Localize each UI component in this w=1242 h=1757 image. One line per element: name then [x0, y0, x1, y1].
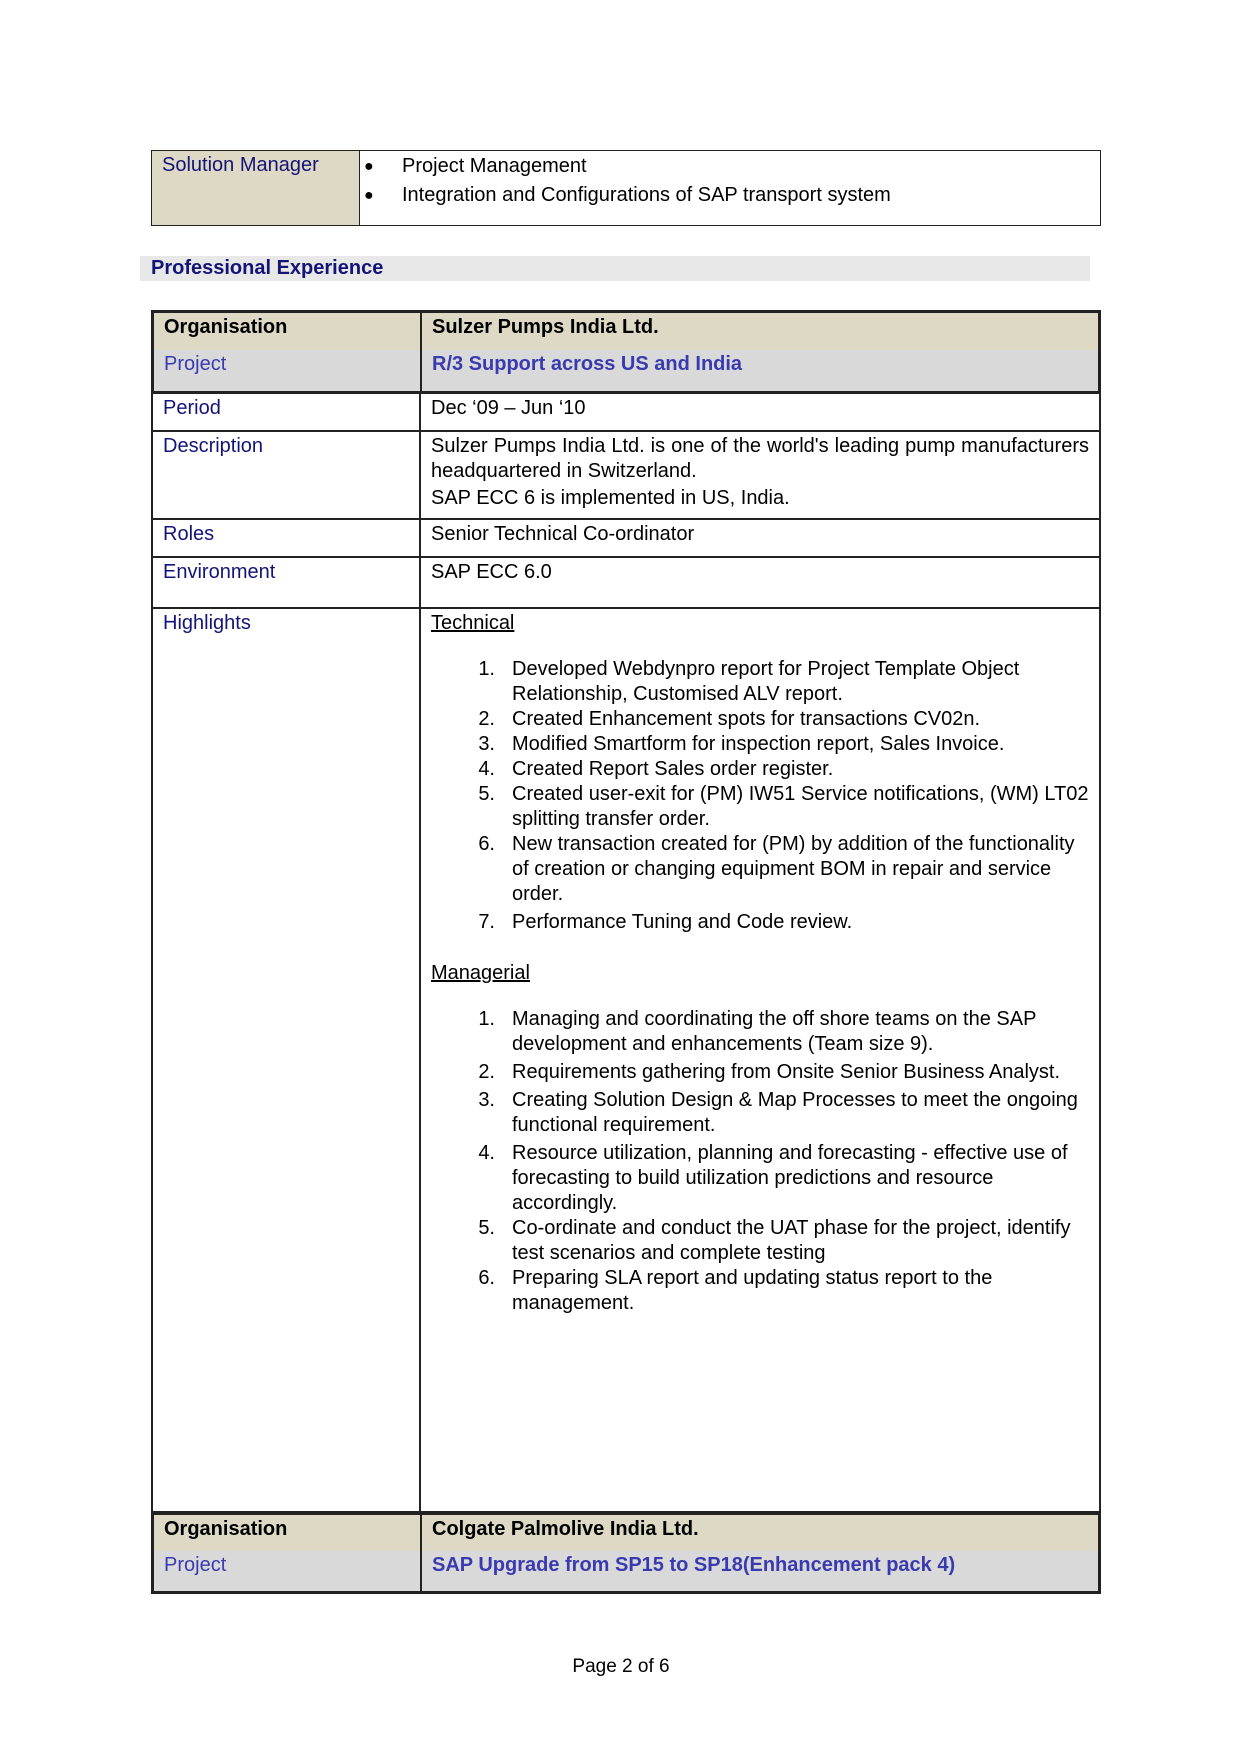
list-item: 4. Resource utilization, planning and forecasting - effective use of forecasting to build utilization predictions and resource accordingly.	[478, 1142, 1068, 1214]
managerial-list	[431, 1007, 1089, 1316]
section-header	[140, 256, 1090, 281]
roles-row	[151, 520, 1101, 558]
technical-list	[431, 657, 1089, 935]
bullet-icon: ●	[364, 187, 374, 204]
list-item: ● Integration and Configurations of SAP transport system	[402, 181, 891, 210]
list-item: 6. Preparing SLA report and updating status report to the management.	[478, 1267, 993, 1314]
list-item: 3. Creating Solution Design & Map Processes to meet the ongoing functional requirement.	[478, 1089, 1078, 1136]
description-row	[151, 432, 1101, 520]
list-item: 5. Co-ordinate and conduct the UAT phase for the project, identify test scenarios and complete testing	[478, 1217, 1071, 1264]
project-value: R/3 Support across US and India	[432, 353, 743, 375]
list-item: ● Project Management	[402, 152, 891, 181]
highlights-label: Highlights	[163, 612, 251, 634]
period-label: Period	[163, 397, 221, 419]
list-item: 1. Managing and coordinating the off shore teams on the SAP development and enhancements (Team size 9).	[478, 1008, 1037, 1055]
environment-label: Environment	[163, 561, 276, 583]
list-item: 2. Created Enhancement spots for transactions CV02n.	[478, 708, 981, 730]
list-item: 3. Modified Smartform for inspection report, Sales Invoice.	[478, 733, 1005, 755]
project-row	[151, 350, 1101, 394]
list-item: 1. Developed Webdynpro report for Project Template Object Relationship, Customised ALV report.	[478, 658, 1020, 705]
list-item: 2. Requirements gathering from Onsite Senior Business Analyst.	[478, 1061, 1061, 1083]
list-item: 5. Created user-exit for (PM) IW51 Service notifications, (WM) LT02 splitting transfer order.	[478, 783, 1089, 830]
description-label: Description	[163, 435, 264, 457]
skills-label-cell	[152, 151, 360, 225]
skills-list	[364, 152, 891, 210]
project-label: Project	[164, 353, 227, 375]
period-value: Dec ‘09 – Jun ‘10	[431, 397, 586, 419]
skills-label: Solution Manager	[162, 154, 319, 176]
environment-value: SAP ECC 6.0	[431, 561, 552, 583]
org-label: Organisation	[164, 1518, 288, 1540]
list-item: 4. Created Report Sales order register.	[478, 758, 834, 780]
environment-row	[151, 558, 1101, 609]
org-row-2	[151, 1512, 1101, 1554]
technical-heading: Technical	[431, 612, 515, 634]
project-value: SAP Upgrade from SP15 to SP18(Enhancement pack 4)	[432, 1554, 956, 1576]
project-row-2	[151, 1551, 1101, 1594]
org-value: Sulzer Pumps India Ltd.	[432, 316, 659, 338]
highlights-row	[151, 609, 1101, 1513]
section-title: Professional Experience	[151, 257, 384, 279]
highlights-content	[431, 612, 1089, 1316]
roles-label: Roles	[163, 523, 215, 545]
org-row	[151, 310, 1101, 353]
org-value: Colgate Palmolive India Ltd.	[432, 1518, 699, 1540]
bullet-icon: ●	[364, 158, 374, 175]
skills-table	[151, 150, 1101, 226]
project-label: Project	[164, 1554, 227, 1576]
org-label: Organisation	[164, 316, 288, 338]
managerial-heading: Managerial	[431, 962, 530, 984]
list-item: 6. New transaction created for (PM) by addition of the functionality of creation or changing equipment BOM in repair and service order.	[478, 833, 1075, 905]
period-row	[151, 394, 1101, 432]
page-number: Page 2 of 6	[572, 1656, 670, 1677]
roles-value: Senior Technical Co-ordinator	[431, 523, 695, 545]
list-item: 7. Performance Tuning and Code review.	[478, 911, 853, 933]
description-text: Sulzer Pumps India Ltd. is one of the world's leading pump manufacturers headquartered in Switzerland. SAP ECC 6 is implemented in US, India.	[431, 435, 1089, 509]
